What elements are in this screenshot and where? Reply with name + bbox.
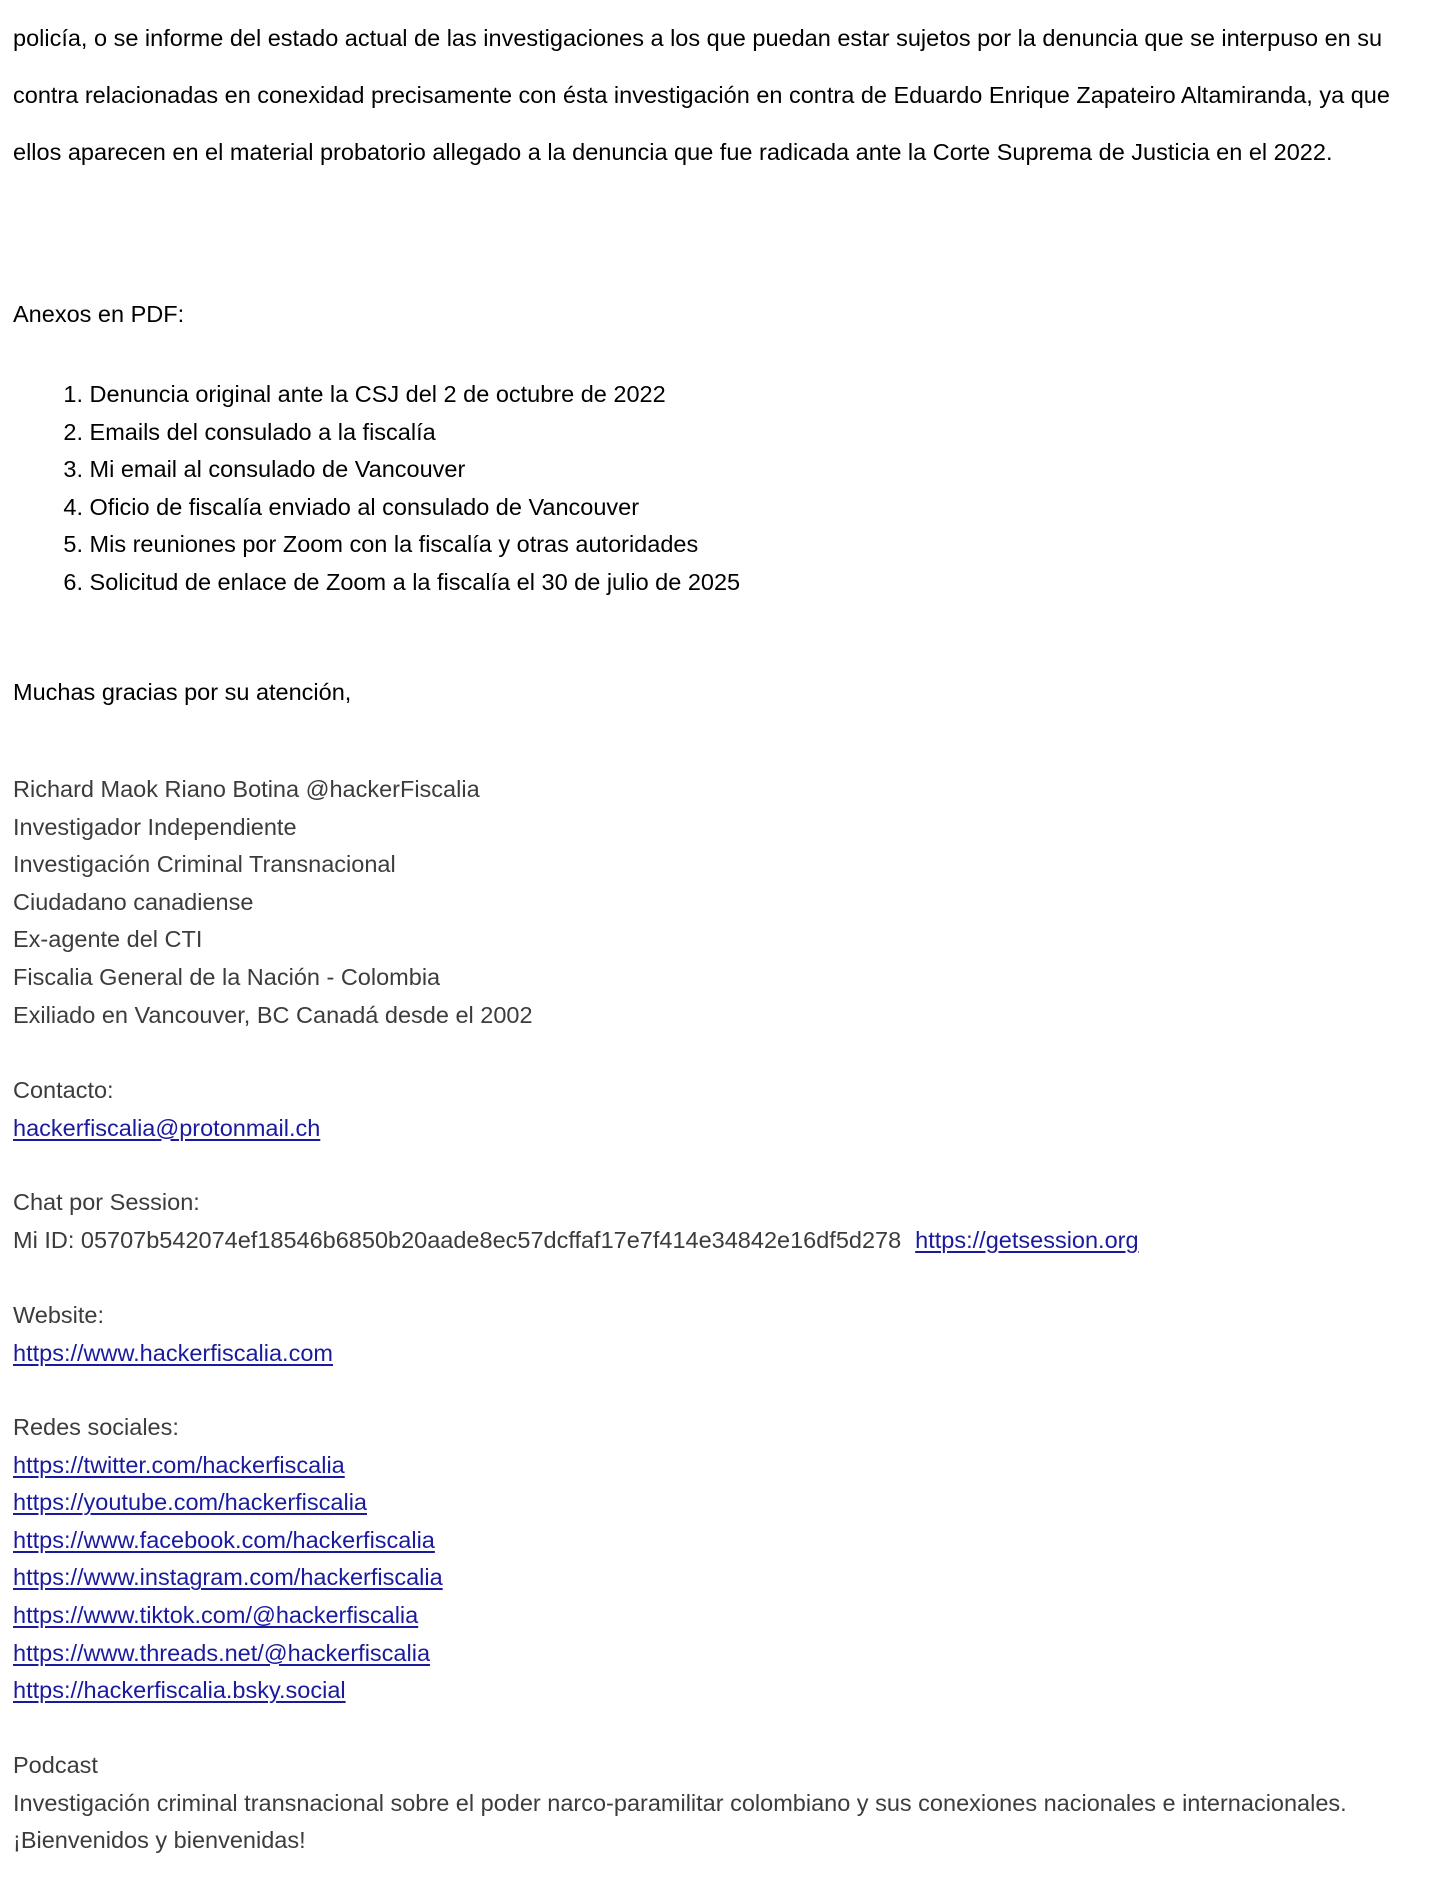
annex-item: 1. Denuncia original ante la CSJ del 2 de octubre de 2022	[63, 381, 666, 407]
annex-item: 5. Mis reuniones por Zoom con la fiscalía y otras autoridades	[63, 531, 699, 558]
website-label: Website:	[13, 1302, 104, 1328]
body-paragraph: policía, o se informe del estado actual de las investigaciones a los que puedan estar sujetos por la denuncia que se interpuso en su contra relacionadas en conexidad precisamente con ésta investigación en contra de Eduardo Enrique Zapateiro Altamiranda, ya que ellos aparecen en el material probatorio allegado a la denuncia que fue radicada ante la Corte Suprema de Justicia en el 2022.	[13, 25, 1390, 165]
session-block	[13, 1184, 1139, 1259]
instagram-link[interactable]: https://www.instagram.com/hackerfiscalia	[13, 1564, 443, 1591]
signature-line: Fiscalia General de la Nación - Colombia	[13, 963, 441, 990]
contact-block	[13, 1072, 320, 1147]
annex-item: 4. Oficio de fiscalía enviado al consulado de Vancouver	[63, 493, 640, 520]
podcast-block	[13, 1747, 1347, 1860]
podcast-description: Investigación criminal transnacional sobre el poder narco-paramilitar colombiano y sus conexiones nacionales e internacionales.	[13, 1789, 1347, 1816]
annex-list	[13, 378, 740, 604]
session-id: Mi ID: 05707b542074ef18546b6850b20aade8ec57dcffaf17e7f414e34842e16df5d278	[13, 1226, 902, 1253]
signature-line: Exiliado en Vancouver, BC Canadá desde el 2002	[13, 1001, 533, 1028]
annex-item: 6. Solicitud de enlace de Zoom a la fiscalía el 30 de julio de 2025	[63, 568, 741, 595]
social-label: Redes sociales:	[13, 1414, 179, 1440]
podcast-label: Podcast	[13, 1752, 98, 1778]
session-label: Chat por Session:	[13, 1189, 200, 1215]
website-link[interactable]: https://www.hackerfiscalia.com	[13, 1339, 333, 1366]
annex-title: Anexos en PDF:	[13, 301, 185, 327]
social-block	[13, 1409, 443, 1710]
signature-line: Investigador Independiente	[13, 813, 297, 840]
website-block	[13, 1297, 333, 1372]
annex-item: 3. Mi email al consulado de Vancouver	[63, 456, 466, 483]
signature-line: Ex-agente del CTI	[13, 926, 203, 953]
bluesky-link[interactable]: https://hackerfiscalia.bsky.social	[13, 1677, 346, 1704]
signature-line: Richard Maok Riano Botina @hackerFiscalia	[13, 776, 480, 802]
email-link[interactable]: hackerfiscalia@protonmail.ch	[13, 1114, 321, 1141]
annex-item: 2. Emails del consulado a la fiscalía	[63, 418, 436, 445]
signature-line: Investigación Criminal Transnacional	[13, 851, 396, 878]
facebook-link[interactable]: https://www.facebook.com/hackerfiscalia	[13, 1526, 435, 1553]
threads-link[interactable]: https://www.threads.net/@hackerfiscalia	[13, 1639, 431, 1666]
signature-line: Ciudadano canadiense	[13, 888, 254, 915]
session-link[interactable]: https://getsession.org	[915, 1226, 1139, 1253]
podcast-greeting: ¡Bienvenidos y bienvenidas!	[13, 1827, 306, 1854]
closing-text: Muchas gracias por su atención,	[13, 679, 352, 705]
twitter-link[interactable]: https://twitter.com/hackerfiscalia	[13, 1451, 345, 1478]
signature-block	[13, 771, 533, 1034]
youtube-link[interactable]: https://youtube.com/hackerfiscalia	[13, 1489, 367, 1516]
contact-label: Contacto:	[13, 1077, 114, 1103]
tiktok-link[interactable]: https://www.tiktok.com/@hackerfiscalia	[13, 1601, 419, 1628]
